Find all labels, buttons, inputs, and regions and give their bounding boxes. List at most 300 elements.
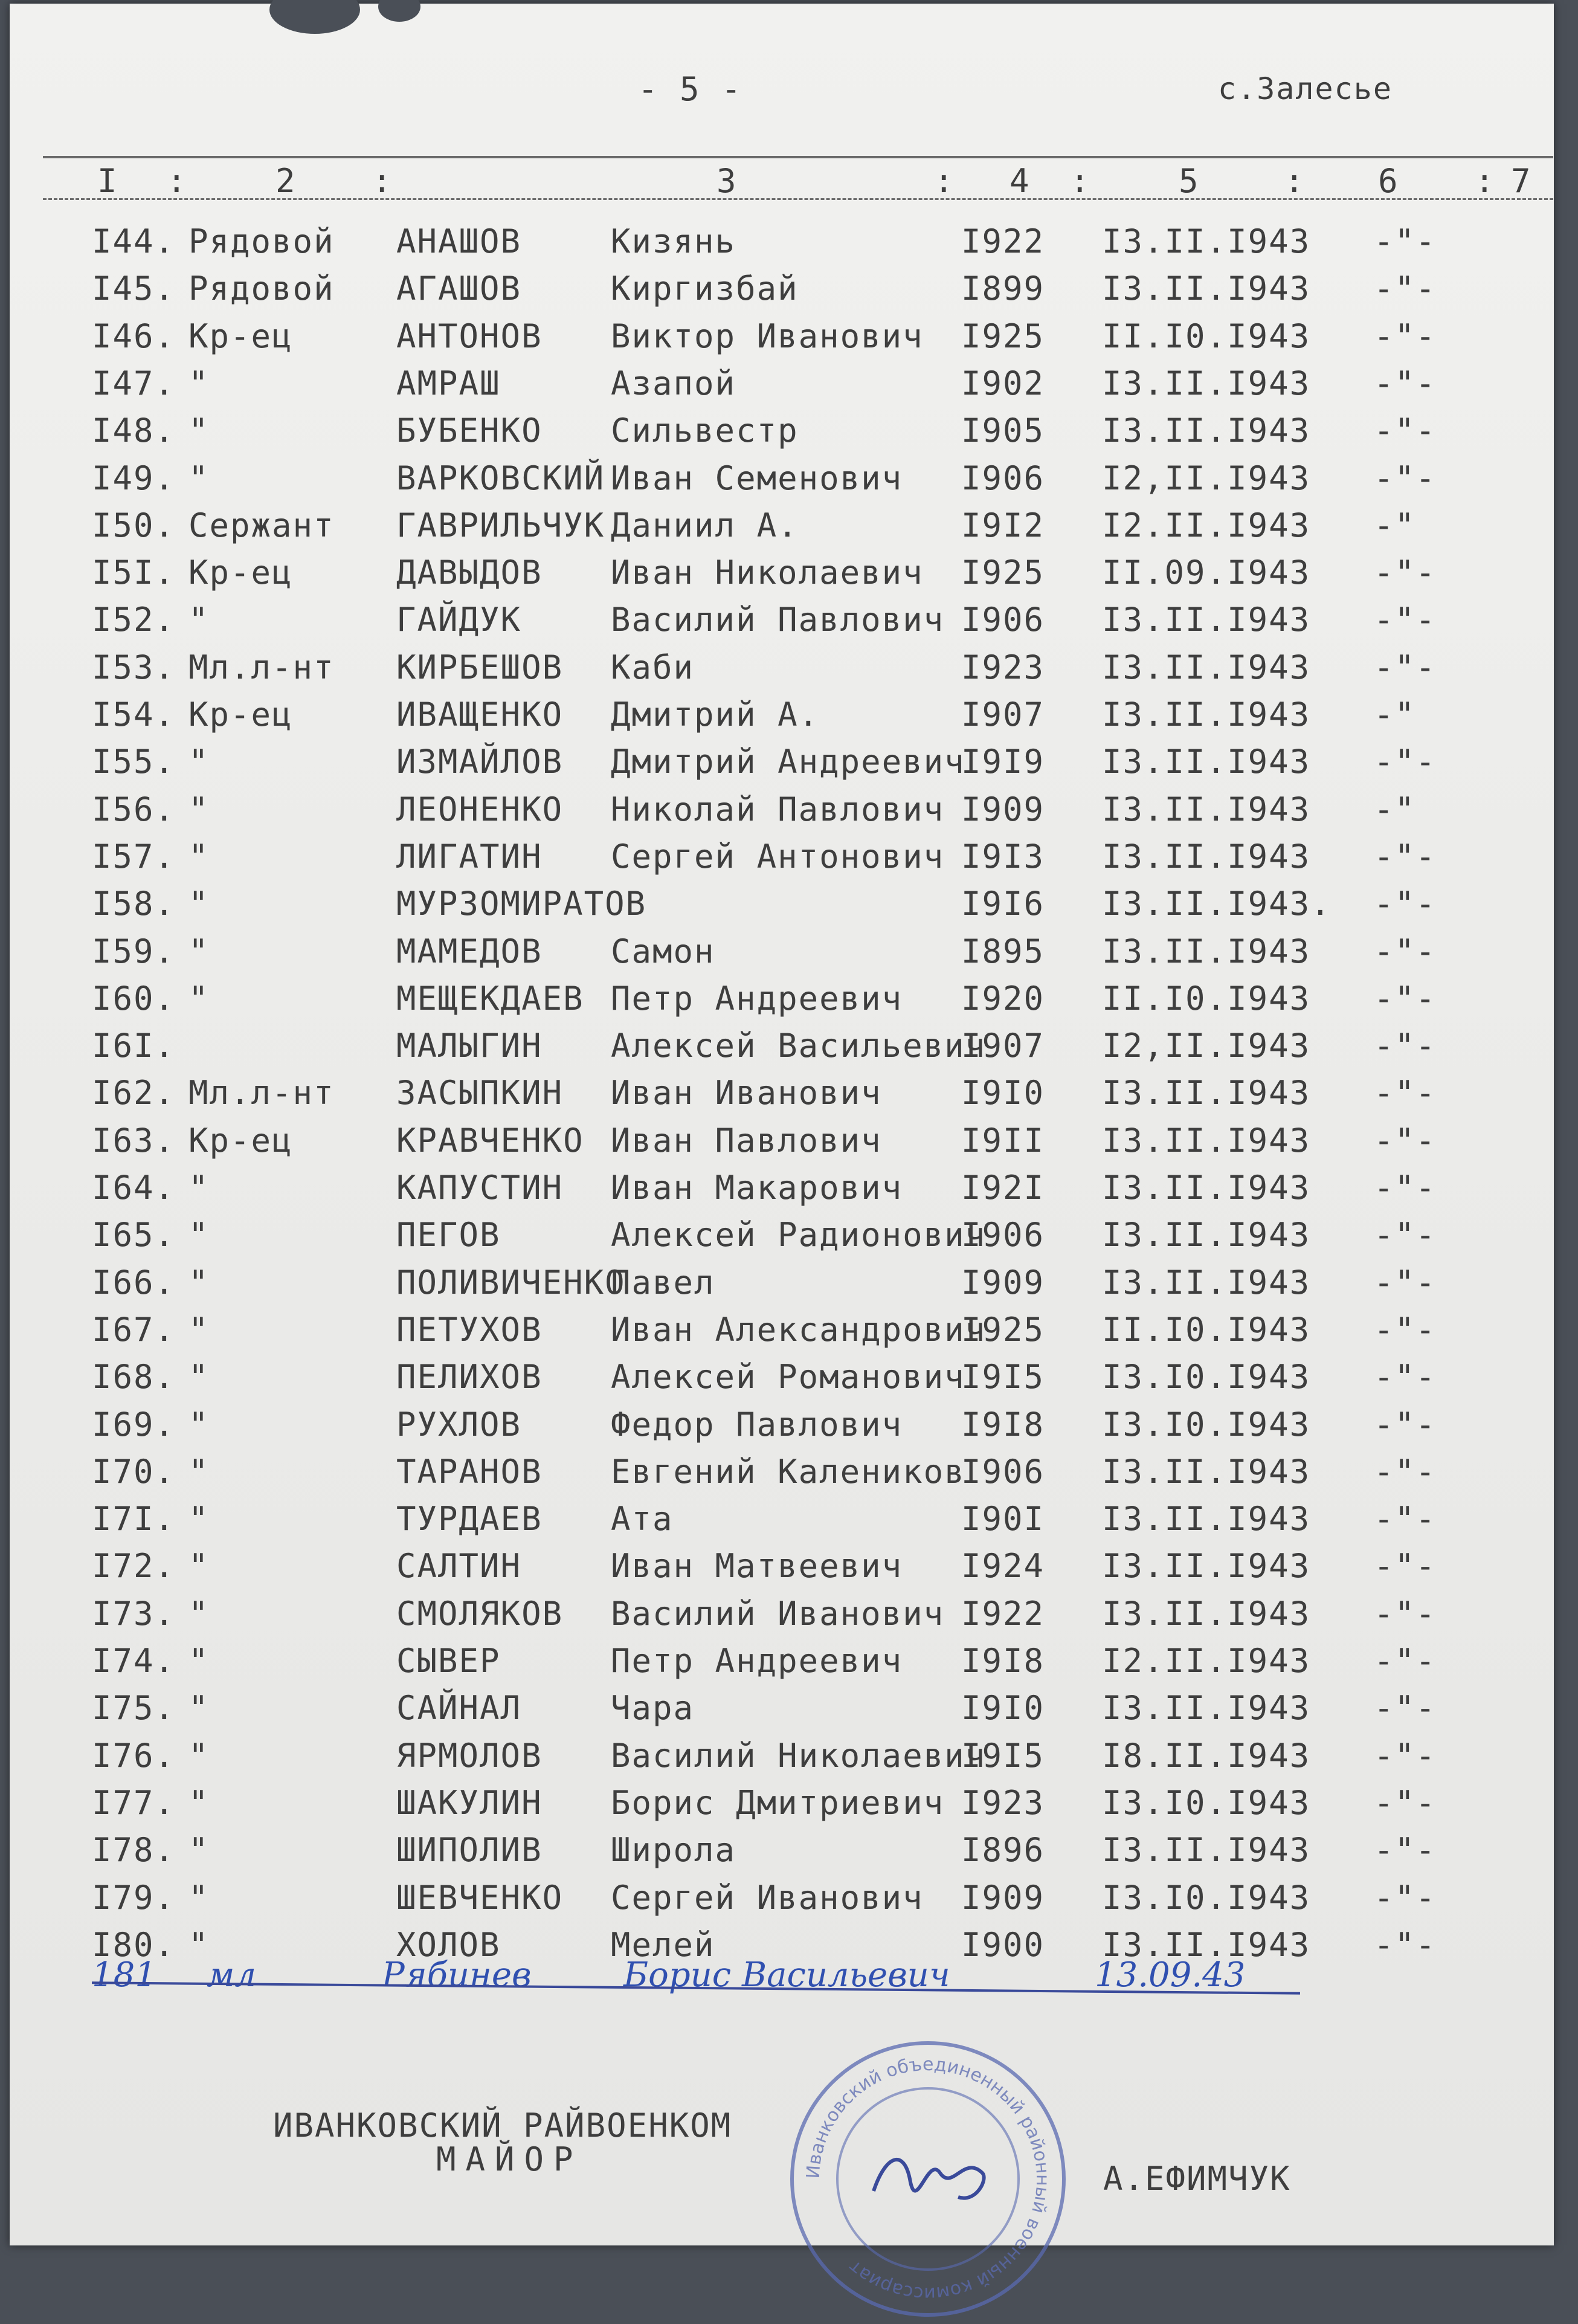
row-surname: РУХЛОВ	[396, 1405, 522, 1444]
row-note: -"-	[1374, 743, 1437, 781]
column-separator: :	[167, 162, 187, 200]
row-date: I3.I0.I943	[1102, 1405, 1311, 1444]
list-row	[10, 459, 1554, 506]
row-note: -"-	[1374, 932, 1437, 970]
row-number: I73.	[92, 1594, 176, 1633]
row-given-name: Кизянь	[611, 222, 736, 260]
row-rank: "	[188, 1925, 210, 1964]
row-given-name: Мелей	[611, 1925, 715, 1964]
row-given-name: Иван Матвеевич	[611, 1547, 903, 1586]
row-birth-year: I925	[961, 1310, 1045, 1349]
row-surname: ТАРАНОВ	[396, 1452, 543, 1491]
row-given-name: Борис Дмитриевич	[611, 1783, 945, 1822]
row-given-name: Сергей Иванович	[611, 1878, 924, 1917]
row-given-name: Каби	[611, 648, 695, 686]
signature-name: А.ЕФИМЧУК	[1103, 2160, 1291, 2198]
row-number: I72.	[92, 1547, 176, 1586]
row-surname: ГАВРИЛЬЧУК	[396, 506, 605, 544]
row-surname: ШЕВЧЕНКО	[396, 1878, 564, 1917]
row-number: I66.	[92, 1263, 176, 1302]
row-given-name: Виктор Иванович	[611, 317, 924, 355]
row-number: I69.	[92, 1405, 176, 1444]
row-number: I57.	[92, 837, 176, 876]
row-rank: "	[188, 1689, 210, 1728]
column-number: 6	[1378, 162, 1398, 200]
row-given-name: Иван Иванович	[611, 1074, 882, 1112]
row-given-name: Самон	[611, 932, 715, 970]
row-note: -"	[1374, 696, 1416, 734]
row-date: I3.II.I943	[1102, 364, 1311, 402]
row-date: I2.II.I943	[1102, 506, 1311, 544]
row-rank: "	[188, 1878, 210, 1917]
row-rank: Мл.л-нт	[188, 1074, 335, 1112]
row-birth-year: I906	[961, 1216, 1045, 1254]
row-note: -"-	[1374, 317, 1437, 355]
list-row	[10, 1453, 1554, 1500]
row-given-name: Дмитрий Андреевич	[611, 743, 965, 781]
row-date: II.I0.I943	[1102, 979, 1311, 1018]
list-row	[10, 885, 1554, 932]
row-number: I53.	[92, 648, 176, 686]
row-given-name: Киргизбай	[611, 270, 799, 308]
row-birth-year: I925	[961, 554, 1045, 592]
row-date: I3.II.I943	[1102, 1500, 1311, 1538]
row-note: -"-	[1374, 1736, 1437, 1775]
list-row	[10, 743, 1554, 790]
row-rank: "	[188, 1642, 210, 1680]
village-name: с.Залесье	[1218, 71, 1393, 106]
row-number: I6I.	[92, 1027, 176, 1065]
row-note: -"-	[1374, 1405, 1437, 1444]
row-date: I3.II.I943	[1102, 1831, 1311, 1870]
row-rank: Кр-ец	[188, 554, 293, 592]
row-date: I3.II.I943	[1102, 1169, 1311, 1207]
row-surname: МАЛЫГИН	[396, 1027, 543, 1065]
row-note: -"-	[1374, 1689, 1437, 1728]
column-separator: :	[1475, 162, 1495, 200]
row-given-name: Алексей Романович	[611, 1358, 965, 1396]
row-rank: "	[188, 1169, 210, 1207]
list-row	[10, 1406, 1554, 1453]
row-note: -"-	[1374, 459, 1437, 497]
row-note: -"-	[1374, 1169, 1437, 1207]
list-row	[10, 1689, 1554, 1736]
row-birth-year: I9I5	[961, 1358, 1045, 1396]
row-rank: "	[188, 459, 210, 497]
row-given-name: Алексей Радионович	[611, 1216, 987, 1254]
row-date: I2,II.I943	[1102, 1027, 1311, 1065]
row-note: -"-	[1374, 648, 1437, 686]
list-row	[10, 1264, 1554, 1311]
row-note: -"-	[1374, 1310, 1437, 1349]
row-note: -"-	[1374, 1642, 1437, 1680]
row-date: I3.II.I943	[1102, 932, 1311, 970]
row-number: I60.	[92, 979, 176, 1018]
row-note: -"-	[1374, 1216, 1437, 1254]
row-date: I3.II.I943	[1102, 790, 1311, 828]
handwritten-surname: Рябинев	[382, 1955, 532, 1995]
row-note: -"-	[1374, 1925, 1437, 1964]
row-given-name: Иван Павлович	[611, 1121, 882, 1160]
row-note: -"-	[1374, 1263, 1437, 1302]
row-birth-year: I923	[961, 648, 1045, 686]
row-birth-year: I920	[961, 979, 1045, 1018]
row-date: I8.II.I943	[1102, 1736, 1311, 1775]
row-given-name: Широла	[611, 1831, 736, 1870]
row-given-name: Павел	[611, 1263, 715, 1302]
row-birth-year: I900	[961, 1925, 1045, 1964]
row-date: I3.II.I943	[1102, 270, 1311, 308]
row-date: I3.II.I943	[1102, 1263, 1311, 1302]
row-given-name: Ата	[611, 1500, 674, 1538]
row-rank: "	[188, 1452, 210, 1491]
row-given-name: Сергей Антонович	[611, 837, 945, 876]
row-number: I74.	[92, 1642, 176, 1680]
row-surname: ПОЛИВИЧЕНКО	[396, 1263, 626, 1302]
row-date: I3.II.I943	[1102, 743, 1311, 781]
row-rank: Мл.л-нт	[188, 648, 335, 686]
row-surname: ВАРКОВСКИЙ	[396, 459, 605, 497]
list-row	[10, 270, 1554, 317]
row-birth-year: I9I0	[961, 1689, 1045, 1728]
row-surname: ТУРДАЕВ	[396, 1500, 543, 1538]
list-row	[10, 1311, 1554, 1358]
row-number: I54.	[92, 696, 176, 734]
list-row	[10, 364, 1554, 412]
row-birth-year: I9I8	[961, 1405, 1045, 1444]
row-birth-year: I902	[961, 364, 1045, 402]
list-row	[10, 932, 1554, 980]
row-date: I3.II.I943	[1102, 837, 1311, 876]
row-note: -"-	[1374, 1500, 1437, 1538]
row-birth-year: I9I3	[961, 837, 1045, 876]
row-number: I56.	[92, 790, 176, 828]
list-row	[10, 1831, 1554, 1878]
row-given-name: Василий Павлович	[611, 601, 945, 639]
list-row	[10, 838, 1554, 885]
list-row	[10, 1737, 1554, 1784]
row-surname: АНАШОВ	[396, 222, 522, 260]
row-given-name: Азапой	[611, 364, 736, 402]
row-date: II.I0.I943	[1102, 317, 1311, 355]
row-surname: ИЗМАЙЛОВ	[396, 743, 564, 781]
list-row	[10, 1642, 1554, 1689]
row-birth-year: I924	[961, 1547, 1045, 1586]
official-stamp	[783, 2034, 1073, 2324]
row-surname: АМРАШ	[396, 364, 501, 402]
list-row	[10, 1879, 1554, 1926]
handwritten-num: 181	[92, 1955, 156, 1995]
row-birth-year: I9I9	[961, 743, 1045, 781]
row-date: I3.II.I943	[1102, 601, 1311, 639]
row-given-name: Иван Макарович	[611, 1169, 903, 1207]
torn-corner	[378, 0, 420, 22]
row-number: I55.	[92, 743, 176, 781]
row-date: I3.I0.I943	[1102, 1878, 1311, 1917]
list-row	[10, 648, 1554, 696]
list-row	[10, 790, 1554, 838]
row-date: I3.I0.I943	[1102, 1783, 1311, 1822]
row-surname: ЛИГАТИН	[396, 837, 543, 876]
list-row	[10, 696, 1554, 743]
row-number: I50.	[92, 506, 176, 544]
list-row	[10, 1784, 1554, 1831]
row-birth-year: I906	[961, 601, 1045, 639]
row-date: II.09.I943	[1102, 554, 1311, 592]
row-rank: "	[188, 1263, 210, 1302]
handwritten-name: Борис Васильевич	[623, 1955, 950, 1995]
row-note: -"-	[1374, 1594, 1437, 1633]
row-surname: ПЕТУХОВ	[396, 1310, 543, 1349]
row-surname: СЫВЕР	[396, 1642, 501, 1680]
row-note: -"	[1374, 506, 1416, 544]
row-rank: "	[188, 364, 210, 402]
row-surname: ДАВЫДОВ	[396, 554, 543, 592]
row-number: I48.	[92, 412, 176, 450]
row-given-name: Иван Николаевич	[611, 554, 924, 592]
row-surname: ХОЛОВ	[396, 1925, 501, 1964]
row-birth-year: I92I	[961, 1169, 1045, 1207]
row-birth-year: I905	[961, 412, 1045, 450]
row-date: I3.II.I943	[1102, 1689, 1311, 1728]
list-row	[10, 1358, 1554, 1405]
row-number: I63.	[92, 1121, 176, 1160]
row-date: I2.II.I943	[1102, 1642, 1311, 1680]
row-date: I3.II.I943	[1102, 648, 1311, 686]
row-note: -"-	[1374, 1831, 1437, 1870]
row-rank: "	[188, 1547, 210, 1586]
row-surname: АНТОНОВ	[396, 317, 543, 355]
row-birth-year: I923	[961, 1783, 1045, 1822]
row-surname: ГАЙДУК	[396, 601, 522, 639]
row-date: I3.II.I943	[1102, 1452, 1311, 1491]
column-number: 3	[717, 162, 736, 200]
row-surname: ИВАЩЕНКО	[396, 696, 564, 734]
row-given-name: Даниил А.	[611, 506, 799, 544]
row-number: I7I.	[92, 1500, 176, 1538]
row-birth-year: I9I8	[961, 1642, 1045, 1680]
row-given-name: Николай Павлович	[611, 790, 945, 828]
header-rule	[43, 156, 1553, 158]
column-separator: :	[372, 162, 392, 200]
row-number: I80.	[92, 1925, 176, 1964]
row-given-name: Сильвестр	[611, 412, 799, 450]
row-number: I59.	[92, 932, 176, 970]
column-number: 4	[1010, 162, 1029, 200]
row-date: I2,II.I943	[1102, 459, 1311, 497]
row-date: I3.II.I943	[1102, 1216, 1311, 1254]
row-number: I77.	[92, 1783, 176, 1822]
row-note: -"-	[1374, 1783, 1437, 1822]
column-number: 2	[275, 162, 295, 200]
document-page	[10, 4, 1554, 2305]
row-surname: МУРЗОМИРАТОВ	[396, 885, 647, 923]
row-rank: "	[188, 1594, 210, 1633]
column-number: 7	[1511, 162, 1531, 200]
handwritten-entry	[92, 1955, 1300, 2016]
row-birth-year: I909	[961, 790, 1045, 828]
row-rank: Рядовой	[188, 270, 335, 308]
row-birth-year: I895	[961, 932, 1045, 970]
torn-corner	[269, 0, 360, 34]
row-surname: АГАШОВ	[396, 270, 522, 308]
row-number: I64.	[92, 1169, 176, 1207]
row-date: I3.II.I943	[1102, 696, 1311, 734]
row-note: -"-	[1374, 1452, 1437, 1491]
row-note: -"-	[1374, 1121, 1437, 1160]
list-row	[10, 222, 1554, 270]
row-given-name: Иван Александрович	[611, 1310, 987, 1349]
row-number: I78.	[92, 1831, 176, 1870]
row-date: I3.II.I943	[1102, 412, 1311, 450]
row-rank: "	[188, 1358, 210, 1396]
list-row	[10, 1122, 1554, 1169]
row-surname: ШАКУЛИН	[396, 1783, 543, 1822]
stamp-inner-ring	[837, 2088, 1019, 2270]
row-rank: Рядовой	[188, 222, 335, 260]
row-rank: "	[188, 1405, 210, 1444]
row-rank: "	[188, 412, 210, 450]
row-birth-year: I90I	[961, 1500, 1045, 1538]
row-note: -"-	[1374, 222, 1437, 260]
list-row	[10, 1074, 1554, 1121]
row-birth-year: I899	[961, 270, 1045, 308]
row-surname: САЛТИН	[396, 1547, 522, 1586]
column-number: I	[97, 162, 117, 200]
row-rank: "	[188, 1736, 210, 1775]
row-birth-year: I906	[961, 1452, 1045, 1491]
row-rank: "	[188, 1310, 210, 1349]
row-surname: САЙНАЛ	[396, 1689, 522, 1728]
row-rank: Кр-ец	[188, 1121, 293, 1160]
row-date: I3.I0.I943	[1102, 1358, 1311, 1396]
row-number: I44.	[92, 222, 176, 260]
signature-rank: МАЙОР	[436, 2140, 583, 2178]
row-surname: МАМЕДОВ	[396, 932, 543, 970]
list-row	[10, 1169, 1554, 1216]
list-row	[10, 506, 1554, 554]
row-surname: МЕЩЕКДАЕВ	[396, 979, 584, 1018]
handwritten-date: 13.09.43	[1095, 1955, 1246, 1995]
row-note: -"-	[1374, 1074, 1437, 1112]
row-surname: КАПУСТИН	[396, 1169, 564, 1207]
row-number: I5I.	[92, 554, 176, 592]
row-rank: "	[188, 885, 210, 923]
column-separator: :	[934, 162, 954, 200]
row-given-name: Алексей Васильевич	[611, 1027, 987, 1065]
row-rank: "	[188, 932, 210, 970]
row-note: -"-	[1374, 364, 1437, 402]
row-rank: "	[188, 601, 210, 639]
signature-organization: ИВАНКОВСКИЙ РАЙВОЕНКОМ	[273, 2106, 732, 2145]
row-number: I76.	[92, 1736, 176, 1775]
row-birth-year: I907	[961, 696, 1045, 734]
list-row	[10, 1547, 1554, 1594]
handwritten-rank: мл	[207, 1955, 257, 1995]
row-birth-year: I925	[961, 317, 1045, 355]
row-birth-year: I907	[961, 1027, 1045, 1065]
row-rank: Сержант	[188, 506, 335, 544]
row-number: I67.	[92, 1310, 176, 1349]
row-note: -"-	[1374, 885, 1437, 923]
row-surname: КРАВЧЕНКО	[396, 1121, 584, 1160]
row-rank: "	[188, 837, 210, 876]
row-number: I62.	[92, 1074, 176, 1112]
row-surname: СМОЛЯКОВ	[396, 1594, 564, 1633]
list-row	[10, 412, 1554, 459]
row-birth-year: I922	[961, 1594, 1045, 1633]
row-rank: "	[188, 1216, 210, 1254]
header-rule	[43, 198, 1553, 200]
row-rank: "	[188, 743, 210, 781]
row-surname: ШИПОЛИВ	[396, 1831, 543, 1870]
row-number: I79.	[92, 1878, 176, 1917]
row-given-name: Василий Иванович	[611, 1594, 945, 1633]
row-rank: Кр-ец	[188, 696, 293, 734]
row-birth-year: I9I6	[961, 885, 1045, 923]
row-note: -"-	[1374, 837, 1437, 876]
row-given-name: Евгений Калеников	[611, 1452, 965, 1491]
row-number: I52.	[92, 601, 176, 639]
stamp-outer-ring	[792, 2043, 1064, 2315]
row-surname: ЗАСЫПКИН	[396, 1074, 564, 1112]
list-row	[10, 601, 1554, 648]
row-surname: ЯРМОЛОВ	[396, 1736, 543, 1775]
row-note: -"-	[1374, 979, 1437, 1018]
row-note: -"-	[1374, 412, 1437, 450]
column-separator: :	[1284, 162, 1304, 200]
row-surname: БУБЕНКО	[396, 412, 543, 450]
row-date: I3.II.I943	[1102, 1074, 1311, 1112]
column-number: 5	[1179, 162, 1199, 200]
row-birth-year: I909	[961, 1263, 1045, 1302]
list-row	[10, 980, 1554, 1027]
row-birth-year: I909	[961, 1878, 1045, 1917]
signature-scribble	[874, 2160, 984, 2198]
row-rank: "	[188, 790, 210, 828]
row-note: -"-	[1374, 270, 1437, 308]
row-rank: "	[188, 1783, 210, 1822]
row-rank: "	[188, 1831, 210, 1870]
row-birth-year: I896	[961, 1831, 1045, 1870]
row-given-name: Чара	[611, 1689, 695, 1728]
list-row	[10, 1595, 1554, 1642]
row-date: I3.II.I943	[1102, 1925, 1311, 1964]
row-number: I70.	[92, 1452, 176, 1491]
row-birth-year: I9I0	[961, 1074, 1045, 1112]
row-number: I75.	[92, 1689, 176, 1728]
list-row	[10, 317, 1554, 364]
row-note: -"-	[1374, 1027, 1437, 1065]
row-rank: "	[188, 1500, 210, 1538]
row-number: I68.	[92, 1358, 176, 1396]
row-surname: ПЕЛИХОВ	[396, 1358, 543, 1396]
row-number: I58.	[92, 885, 176, 923]
list-row	[10, 1500, 1554, 1547]
row-note: -"	[1374, 790, 1416, 828]
row-rank: Кр-ец	[188, 317, 293, 355]
row-date: I3.II.I943	[1102, 222, 1311, 260]
row-surname: КИРБЕШОВ	[396, 648, 564, 686]
list-row	[10, 554, 1554, 601]
row-date: II.I0.I943	[1102, 1310, 1311, 1349]
row-date: I3.II.I943	[1102, 1547, 1311, 1586]
row-date: I3.II.I943.	[1102, 885, 1332, 923]
list-row	[10, 1216, 1554, 1263]
stamp-text: Иванковский объединенный районный военный комиссариат	[802, 2053, 1054, 2305]
row-note: -"-	[1374, 554, 1437, 592]
row-date: I3.II.I943	[1102, 1594, 1311, 1633]
